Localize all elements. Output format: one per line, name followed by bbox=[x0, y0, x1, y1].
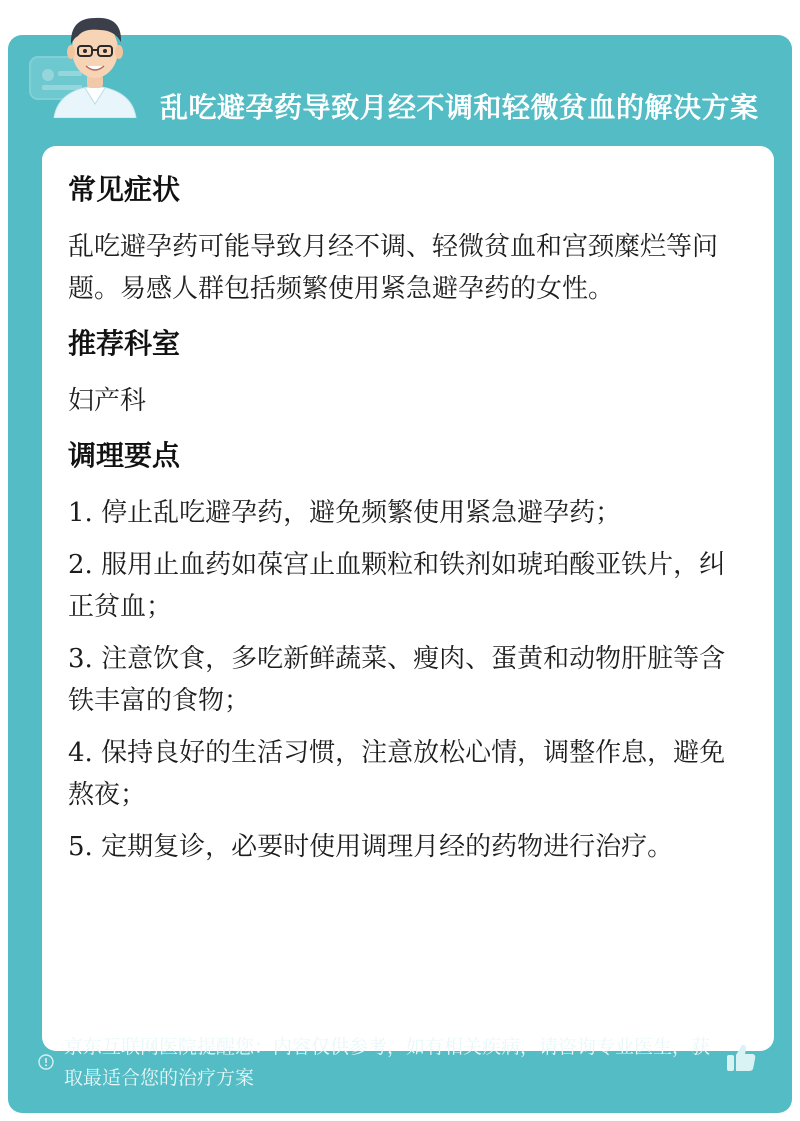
symptoms-heading: 常见症状 bbox=[68, 173, 181, 206]
department-text: 妇产科 bbox=[68, 386, 147, 416]
disclaimer-text: 京东互联网医院提醒您：内容仅供参考，如有相关疾病，请咨询专业医生，获取最适合您的治疗方案 bbox=[64, 1036, 711, 1089]
page-frame bbox=[8, 35, 792, 1113]
list-number: 4. bbox=[68, 738, 93, 768]
care-list bbox=[68, 492, 748, 868]
list-item bbox=[68, 544, 748, 628]
footer bbox=[8, 1018, 792, 1113]
thumbs-up-icon[interactable] bbox=[724, 1041, 758, 1075]
care-heading: 调理要点 bbox=[68, 439, 181, 472]
list-item bbox=[68, 826, 748, 868]
list-text: 服用止血药如葆宫止血颗粒和铁剂如琥珀酸亚铁片，纠正贫血； bbox=[68, 550, 726, 622]
list-text: 定期复诊，必要时使用调理月经的药物进行治疗。 bbox=[101, 832, 674, 862]
symptoms-text: 乱吃避孕药可能导致月经不调、轻微贫血和宫颈糜烂等问题。易感人群包括频繁使用紧急避孕药的女性。 bbox=[68, 232, 719, 304]
list-number: 5. bbox=[68, 832, 93, 862]
list-item bbox=[68, 638, 748, 722]
list-number: 2. bbox=[68, 550, 93, 580]
list-text: 注意饮食，多吃新鲜蔬菜、瘦肉、蛋黄和动物肝脏等含铁丰富的食物； bbox=[68, 644, 726, 716]
page-title: 乱吃避孕药导致月经不调和轻微贫血的解决方案 bbox=[160, 91, 759, 124]
info-icon bbox=[38, 1054, 54, 1070]
list-number: 3. bbox=[68, 644, 93, 674]
list-item bbox=[68, 492, 748, 534]
list-item bbox=[68, 732, 748, 816]
list-text: 保持良好的生活习惯，注意放松心情，调整作息，避免熬夜； bbox=[68, 738, 726, 810]
doctor-avatar-icon bbox=[40, 8, 150, 118]
content-card bbox=[42, 146, 774, 1051]
list-number: 1. bbox=[68, 498, 93, 528]
department-heading: 推荐科室 bbox=[68, 327, 181, 360]
list-text: 停止乱吃避孕药，避免频繁使用紧急避孕药； bbox=[101, 498, 622, 528]
